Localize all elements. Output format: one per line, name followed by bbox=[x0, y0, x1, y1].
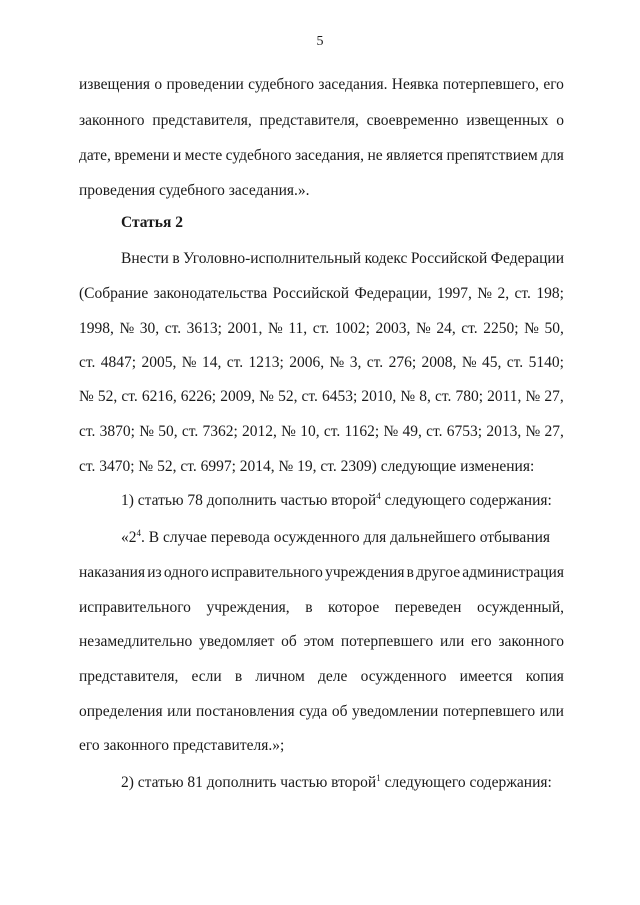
item-text: следующего содержания: bbox=[380, 774, 552, 791]
text-line: ст. 3870; № 50, ст. 7362; 2012, № 10, ст. 1162; № 49, ст. 6753; 2013, № 27, bbox=[79, 423, 564, 440]
page-number: 5 bbox=[316, 34, 324, 49]
quote-open: «2 bbox=[121, 529, 137, 546]
text-line: № 52, ст. 6216, 6226; 2009, № 52, ст. 6453; 2010, № 8, ст. 780; 2011, № 27, bbox=[79, 388, 564, 405]
text-line: 1998, № 30, ст. 3613; 2001, № 11, ст. 1002; 2003, № 24, ст. 2250; № 50, bbox=[79, 320, 564, 337]
item-text: следующего содержания: bbox=[380, 492, 552, 509]
text-line: его законного представителя.»; bbox=[79, 737, 285, 754]
item-text: 1) статью 78 дополнить частью второй bbox=[121, 492, 377, 509]
quote-first-line bbox=[121, 528, 564, 548]
text-line: (Собрание законодательства Российской Федерации, 1997, № 2, ст. 198; bbox=[79, 285, 564, 302]
text-line: незамедлительно уведомляет об этом потерпевшего или его законного bbox=[79, 633, 564, 650]
text-line: исправительного учреждения, в которое переведен осужденный, bbox=[79, 599, 564, 616]
text-line: ст. 3470; № 52, ст. 6997; 2014, № 19, ст. 2309) следующие изменения: bbox=[79, 458, 535, 475]
text-line: наказания из одного исправительного учреждения в другое администрация bbox=[79, 564, 564, 581]
text-line: проведения судебного заседания.». bbox=[79, 182, 310, 199]
text-line: ст. 4847; 2005, № 14, ст. 1213; 2006, № 3, ст. 276; 2008, № 45, ст. 5140; bbox=[79, 354, 564, 371]
text-line: представителя, если в личном деле осужденного имеется копия bbox=[79, 668, 564, 685]
text-line: Внести в Уголовно-исполнительный кодекс Российской Федерации bbox=[121, 250, 564, 267]
superscript: 1 bbox=[376, 772, 381, 783]
text-line: дате, времени и месте судебного заседания, не является препятствием для bbox=[79, 147, 564, 164]
text-line: определения или постановления суда об уведомлении потерпевшего или bbox=[79, 703, 564, 720]
article-heading: Статья 2 bbox=[121, 214, 183, 231]
quote-text: . В случае перевода осужденного для дальнейшего отбывания bbox=[141, 529, 551, 546]
text-line: извещения о проведении судебного заседания. Неявка потерпевшего, его bbox=[79, 76, 564, 93]
item-text: 2) статью 81 дополнить частью второй bbox=[121, 774, 377, 791]
amendment-item-1 bbox=[121, 491, 552, 511]
superscript: 4 bbox=[136, 527, 141, 538]
superscript: 4 bbox=[376, 490, 381, 501]
text-line: законного представителя, представителя, своевременно извещенных о bbox=[79, 112, 564, 129]
amendment-item-2 bbox=[121, 773, 552, 793]
